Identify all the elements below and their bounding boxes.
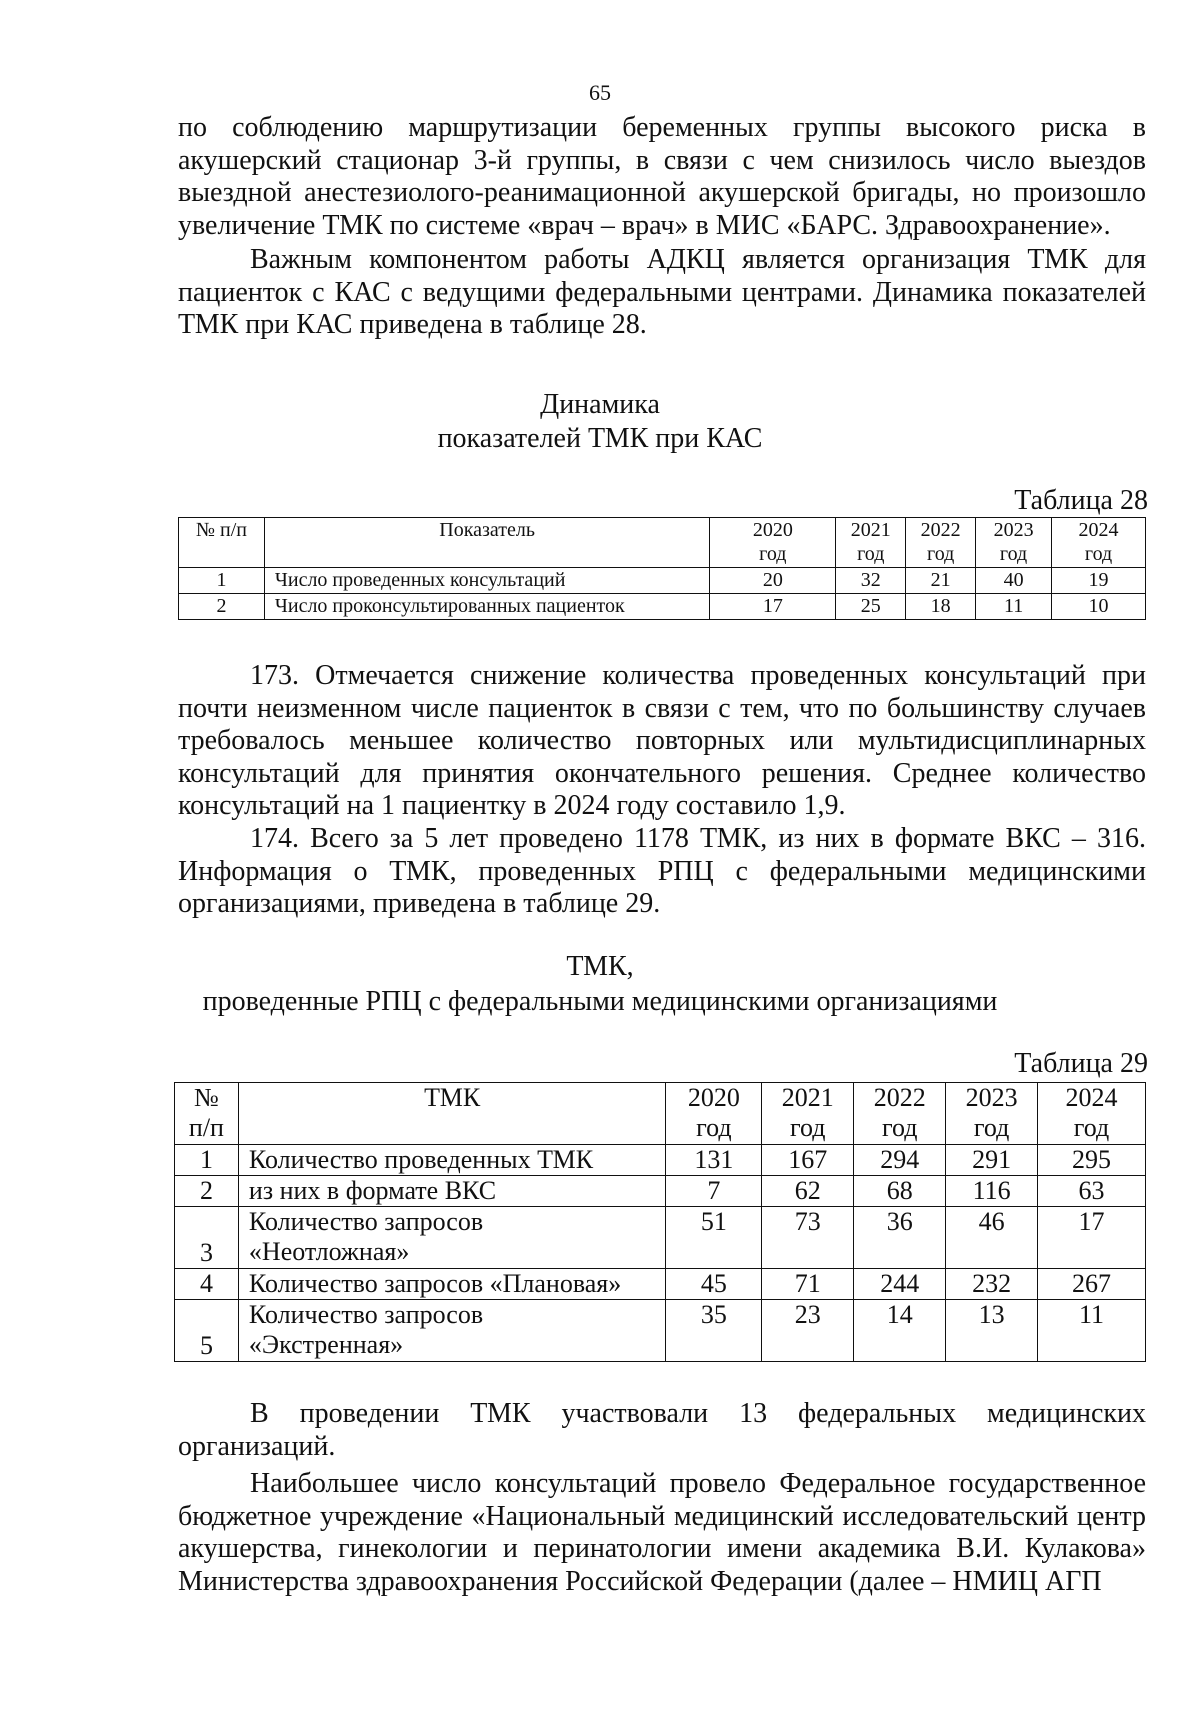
row-value: 20 bbox=[710, 568, 836, 594]
row-num: 1 bbox=[175, 1145, 239, 1176]
table-row bbox=[175, 1269, 1146, 1300]
row-indicator-line2: «Экстренная» bbox=[248, 1330, 404, 1359]
row-value: 68 bbox=[854, 1176, 946, 1207]
table28-label: Таблица 28 bbox=[1014, 485, 1148, 516]
row-value: 11 bbox=[976, 594, 1052, 620]
row-value: 267 bbox=[1038, 1269, 1146, 1300]
row-indicator: из них в формате ВКС bbox=[238, 1176, 665, 1207]
row-value: 19 bbox=[1052, 568, 1146, 594]
year-suffix: год bbox=[790, 1113, 826, 1142]
table28-header-row bbox=[179, 518, 1146, 568]
row-value: 232 bbox=[946, 1269, 1038, 1300]
year-suffix: год bbox=[696, 1113, 732, 1142]
table-row bbox=[175, 1207, 1146, 1269]
table-28 bbox=[178, 517, 1146, 620]
row-indicator bbox=[238, 1207, 665, 1269]
table29-caption-title: ТМК, bbox=[566, 951, 634, 982]
table-row bbox=[175, 1300, 1146, 1362]
year-suffix: год bbox=[973, 1113, 1010, 1142]
row-value: 131 bbox=[666, 1145, 762, 1176]
row-value: 36 bbox=[854, 1207, 946, 1269]
year-label: 2020 bbox=[752, 519, 793, 541]
table28-header-year bbox=[1052, 518, 1146, 568]
table29-header-num bbox=[175, 1083, 239, 1145]
table29-header-year bbox=[946, 1083, 1038, 1145]
row-indicator-line1: Количество запросов bbox=[248, 1300, 484, 1329]
table-row bbox=[179, 594, 1146, 620]
paragraph-nmic: Наибольшее число консультаций провело Федеральное государственное бюджетное учреждение «Национальный медицинский исследовательский центр акушерства, гинекологии и перинатологии имени академика В.И. Кулакова» Министерства здравоохранения Российской Федерации (далее – НМИЦ АГП bbox=[178, 1468, 1146, 1597]
header-num-line1: № bbox=[194, 1083, 219, 1112]
table-29 bbox=[174, 1082, 1146, 1362]
table-row bbox=[175, 1176, 1146, 1207]
paragraph-174: 174. Всего за 5 лет проведено 1178 ТМК, из них в формате ВКС – 316. Информация о ТМК, проведенных РПЦ с федеральными медицинскими организациями, приведена в таблице 29. bbox=[178, 823, 1146, 919]
year-suffix: год bbox=[1073, 1113, 1110, 1142]
row-value: 13 bbox=[946, 1300, 1038, 1362]
row-value: 40 bbox=[976, 568, 1052, 594]
year-suffix: год bbox=[1084, 543, 1113, 565]
row-indicator-line2: «Неотложная» bbox=[248, 1237, 410, 1266]
row-value: 295 bbox=[1038, 1145, 1146, 1176]
year-suffix: год bbox=[881, 1113, 918, 1142]
page-number: 65 bbox=[589, 80, 611, 105]
row-value: 63 bbox=[1038, 1176, 1146, 1207]
row-num: 4 bbox=[175, 1269, 239, 1300]
year-suffix: год bbox=[927, 543, 955, 565]
row-value: 11 bbox=[1038, 1300, 1146, 1362]
row-indicator: Количество запросов «Плановая» bbox=[238, 1269, 665, 1300]
row-value: 71 bbox=[762, 1269, 854, 1300]
row-value: 73 bbox=[762, 1207, 854, 1269]
row-num: 3 bbox=[175, 1207, 239, 1269]
table28-header-year bbox=[836, 518, 906, 568]
year-label: 2020 bbox=[687, 1083, 740, 1112]
year-suffix: год bbox=[759, 543, 787, 565]
table29-header-year bbox=[854, 1083, 946, 1145]
table29-header-year bbox=[762, 1083, 854, 1145]
paragraph-adkc: Важным компонентом работы АДКЦ является организация ТМК для пациенток с КАС с ведущими федеральными центрами. Динамика показателей ТМК при КАС приведена в таблице 28. bbox=[178, 244, 1146, 340]
row-value: 116 bbox=[946, 1176, 1038, 1207]
row-value: 167 bbox=[762, 1145, 854, 1176]
row-value: 35 bbox=[666, 1300, 762, 1362]
row-value: 244 bbox=[854, 1269, 946, 1300]
year-label: 2023 bbox=[993, 519, 1034, 541]
table28-caption-title: Динамика bbox=[540, 389, 660, 420]
row-value: 291 bbox=[946, 1145, 1038, 1176]
row-indicator: Число проведенных консультаций bbox=[264, 568, 710, 594]
row-num: 2 bbox=[175, 1176, 239, 1207]
year-label: 2024 bbox=[1065, 1083, 1118, 1112]
table29-header-row bbox=[175, 1083, 1146, 1145]
table29-header-year bbox=[1038, 1083, 1146, 1145]
row-num: 1 bbox=[179, 568, 265, 594]
row-value: 7 bbox=[666, 1176, 762, 1207]
year-label: 2021 bbox=[850, 519, 891, 541]
row-num: 5 bbox=[175, 1300, 239, 1362]
row-value: 45 bbox=[666, 1269, 762, 1300]
paragraph-173: 173. Отмечается снижение количества проведенных консультаций при почти неизменном числе пациенток в связи с тем, что по большинству случаев требовалось меньшее количество повторных или мультидисциплинарных консультаций для принятия окончательного решения. Среднее количество консультаций на 1 пациентку в 2024 году составило 1,9. bbox=[178, 660, 1146, 821]
row-indicator: Число проконсультированных пациенток bbox=[264, 594, 710, 620]
year-label: 2024 bbox=[1078, 519, 1119, 541]
row-value: 10 bbox=[1052, 594, 1146, 620]
table28-header-year bbox=[906, 518, 976, 568]
row-value: 18 bbox=[906, 594, 976, 620]
year-label: 2022 bbox=[920, 519, 961, 541]
row-value: 23 bbox=[762, 1300, 854, 1362]
row-indicator-line1: Количество запросов bbox=[248, 1207, 484, 1236]
table28-header-year bbox=[710, 518, 836, 568]
header-num-line2: п/п bbox=[188, 1113, 224, 1142]
table28-caption-subtitle: показателей ТМК при КАС bbox=[437, 423, 763, 454]
row-value: 21 bbox=[906, 568, 976, 594]
row-value: 17 bbox=[1038, 1207, 1146, 1269]
table29-header-year bbox=[666, 1083, 762, 1145]
year-label: 2021 bbox=[781, 1083, 834, 1112]
year-suffix: год bbox=[999, 543, 1028, 565]
row-value: 25 bbox=[836, 594, 906, 620]
table28-header-num: № п/п bbox=[179, 518, 265, 568]
row-value: 62 bbox=[762, 1176, 854, 1207]
row-value: 17 bbox=[710, 594, 836, 620]
row-indicator: Количество проведенных ТМК bbox=[238, 1145, 665, 1176]
table29-caption-subtitle: проведенные РПЦ с федеральными медицинскими организациями bbox=[202, 986, 998, 1017]
table28-header-year bbox=[976, 518, 1052, 568]
table29-label: Таблица 29 bbox=[1014, 1048, 1148, 1079]
year-label: 2022 bbox=[873, 1083, 926, 1112]
paragraph-continuation: по соблюдению маршрутизации беременных группы высокого риска в акушерский стационар 3-й группы, в связи с чем снизилось число выездов выездной анестезиолого-реанимационной акушерской бригады, но произошло увеличение ТМК по системе «врач – врач» в МИС «БАРС. Здравоохранение». bbox=[178, 112, 1146, 241]
row-indicator bbox=[238, 1300, 665, 1362]
row-value: 14 bbox=[854, 1300, 946, 1362]
row-value: 294 bbox=[854, 1145, 946, 1176]
row-value: 32 bbox=[836, 568, 906, 594]
year-suffix: год bbox=[857, 543, 885, 565]
row-value: 46 bbox=[946, 1207, 1038, 1269]
table29-header-indicator: ТМК bbox=[238, 1083, 665, 1145]
table28-header-indicator: Показатель bbox=[264, 518, 710, 568]
row-num: 2 bbox=[179, 594, 265, 620]
row-value: 51 bbox=[666, 1207, 762, 1269]
year-label: 2023 bbox=[965, 1083, 1018, 1112]
table-row bbox=[179, 568, 1146, 594]
paragraph-participants: В проведении ТМК участвовали 13 федеральных медицинских организаций. bbox=[178, 1398, 1146, 1462]
table-row bbox=[175, 1145, 1146, 1176]
